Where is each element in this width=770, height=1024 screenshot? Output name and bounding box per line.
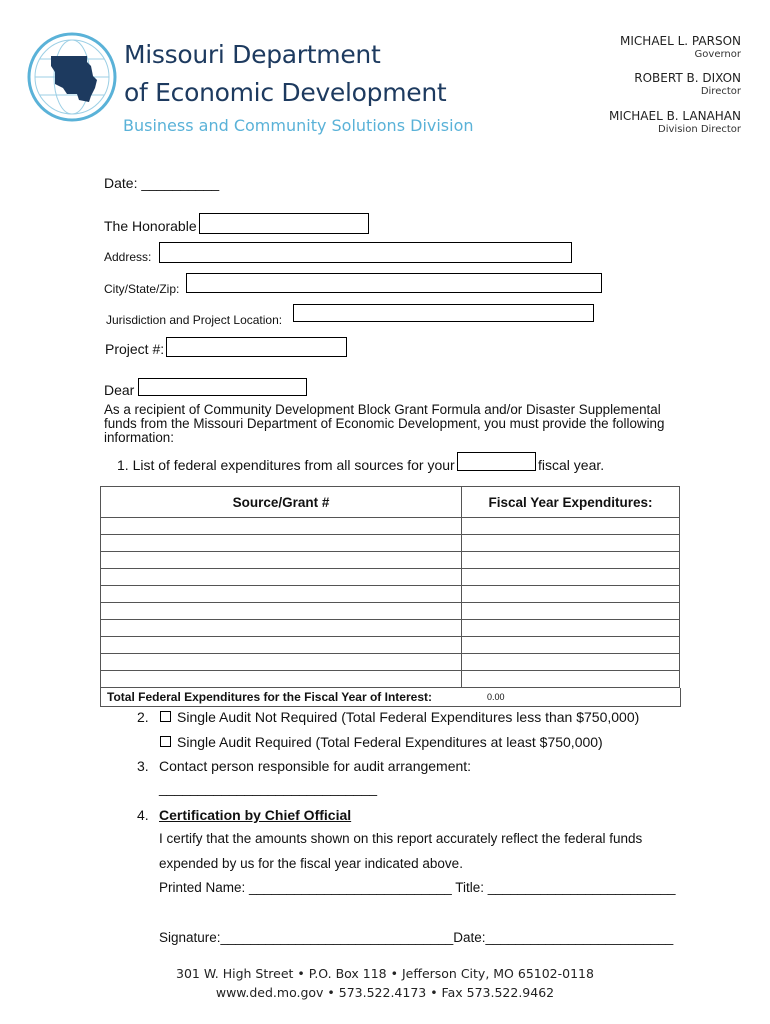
col-source-grant-header: Source/Grant # bbox=[101, 487, 462, 518]
jurisdiction-field[interactable] bbox=[293, 304, 594, 322]
item3-text: Contact person responsible for audit arrangement: bbox=[159, 758, 472, 774]
governor-title: Governor bbox=[694, 49, 741, 60]
source-grant-cell[interactable] bbox=[101, 654, 462, 671]
date-label: Date: __________ bbox=[104, 175, 220, 191]
city-state-zip-label: City/State/Zip: bbox=[104, 282, 180, 296]
division-name: Business and Community Solutions Division bbox=[123, 116, 474, 135]
org-name-line2: of Economic Development bbox=[124, 78, 447, 107]
expenditure-cell[interactable] bbox=[462, 671, 680, 688]
expenditure-cell[interactable] bbox=[462, 569, 680, 586]
director-title: Director bbox=[700, 86, 741, 97]
missouri-globe-logo bbox=[27, 32, 117, 122]
expenditure-cell[interactable] bbox=[462, 654, 680, 671]
expenditure-cell[interactable] bbox=[462, 586, 680, 603]
source-grant-cell[interactable] bbox=[101, 535, 462, 552]
footer-address: 301 W. High Street • P.O. Box 118 • Jefferson City, MO 65102-0118 bbox=[176, 966, 594, 981]
table-row bbox=[101, 654, 680, 671]
expenditure-cell[interactable] bbox=[462, 535, 680, 552]
total-label: Total Federal Expenditures for the Fiscal Year of Interest: bbox=[107, 690, 432, 704]
item4-number: 4. bbox=[137, 807, 149, 823]
table-row bbox=[101, 671, 680, 688]
expenditure-cell[interactable] bbox=[462, 518, 680, 535]
item1-text bbox=[117, 457, 455, 473]
fiscal-year-field[interactable] bbox=[457, 452, 536, 471]
address-label: Address: bbox=[104, 250, 152, 264]
source-grant-cell[interactable] bbox=[101, 671, 462, 688]
table-row bbox=[101, 586, 680, 603]
cert-line2: expended by us for the fiscal year indicated above. bbox=[159, 856, 463, 871]
expenditure-cell[interactable] bbox=[462, 603, 680, 620]
table-row bbox=[101, 569, 680, 586]
division-director-title: Division Director bbox=[658, 124, 741, 135]
division-director-name: MICHAEL B. LANAHAN bbox=[608, 109, 741, 123]
table-row bbox=[101, 535, 680, 552]
expenditure-cell[interactable] bbox=[462, 637, 680, 654]
item1-suffix: fiscal year. bbox=[538, 457, 605, 473]
dear-field[interactable] bbox=[138, 378, 307, 396]
cert-line1: I certify that the amounts shown on this report accurately reflect the federal funds bbox=[159, 831, 643, 846]
item2-number: 2. bbox=[137, 709, 149, 725]
expenditure-cell[interactable] bbox=[462, 620, 680, 637]
intro-paragraph: As a recipient of Community Development Block Grant Formula and/or Disaster Supplemental funds from the Missouri Department of Economic Development, you must provide the following information: bbox=[104, 402, 665, 445]
honorable-name-field[interactable] bbox=[199, 213, 369, 234]
certification-title: Certification by Chief Official bbox=[159, 807, 352, 823]
printed-name-title-line[interactable]: Printed Name: ___________________________ Title: _________________________ bbox=[159, 880, 676, 895]
source-grant-cell[interactable] bbox=[101, 569, 462, 586]
governor-name: MICHAEL L. PARSON bbox=[620, 34, 741, 48]
address-field[interactable] bbox=[159, 242, 572, 263]
contact-person-line[interactable]: ____________________________ bbox=[159, 780, 378, 796]
signature-date-line[interactable]: Signature:_______________________________Date:_________________________ bbox=[159, 930, 674, 945]
audit-not-required-option[interactable] bbox=[160, 709, 639, 725]
expenditures-table bbox=[100, 486, 680, 688]
city-state-zip-field[interactable] bbox=[186, 273, 602, 293]
honorable-label: The Honorable bbox=[104, 218, 197, 234]
dear-label: Dear bbox=[104, 382, 135, 398]
project-number-label: Project #: bbox=[105, 341, 165, 357]
source-grant-cell[interactable] bbox=[101, 552, 462, 569]
table-row bbox=[101, 603, 680, 620]
table-row bbox=[101, 552, 680, 569]
director-name: ROBERT B. DIXON bbox=[634, 71, 741, 85]
org-name-line1: Missouri Department bbox=[124, 40, 381, 69]
checkbox-not-required[interactable] bbox=[160, 711, 171, 722]
audit-not-required-label: Single Audit Not Required (Total Federal Expenditures less than $750,000) bbox=[177, 709, 640, 725]
expenditure-cell[interactable] bbox=[462, 552, 680, 569]
source-grant-cell[interactable] bbox=[101, 518, 462, 535]
jurisdiction-label: Jurisdiction and Project Location: bbox=[106, 313, 283, 327]
item3-number: 3. bbox=[137, 758, 149, 774]
col-fiscal-expenditures-header: Fiscal Year Expenditures: bbox=[462, 487, 680, 518]
audit-required-option[interactable] bbox=[160, 734, 603, 750]
item1-prefix: 1. List of federal expenditures from all sources for your bbox=[117, 457, 455, 473]
table-row bbox=[101, 620, 680, 637]
project-number-field[interactable] bbox=[166, 337, 347, 357]
source-grant-cell[interactable] bbox=[101, 586, 462, 603]
table-row bbox=[101, 637, 680, 654]
total-value: 0.00 bbox=[487, 692, 505, 702]
audit-required-label: Single Audit Required (Total Federal Expenditures at least $750,000) bbox=[177, 734, 603, 750]
checkbox-required[interactable] bbox=[160, 736, 171, 747]
footer-contact: www.ded.mo.gov • 573.522.4173 • Fax 573.522.9462 bbox=[215, 985, 555, 1000]
source-grant-cell[interactable] bbox=[101, 620, 462, 637]
source-grant-cell[interactable] bbox=[101, 637, 462, 654]
table-row bbox=[101, 518, 680, 535]
source-grant-cell[interactable] bbox=[101, 603, 462, 620]
